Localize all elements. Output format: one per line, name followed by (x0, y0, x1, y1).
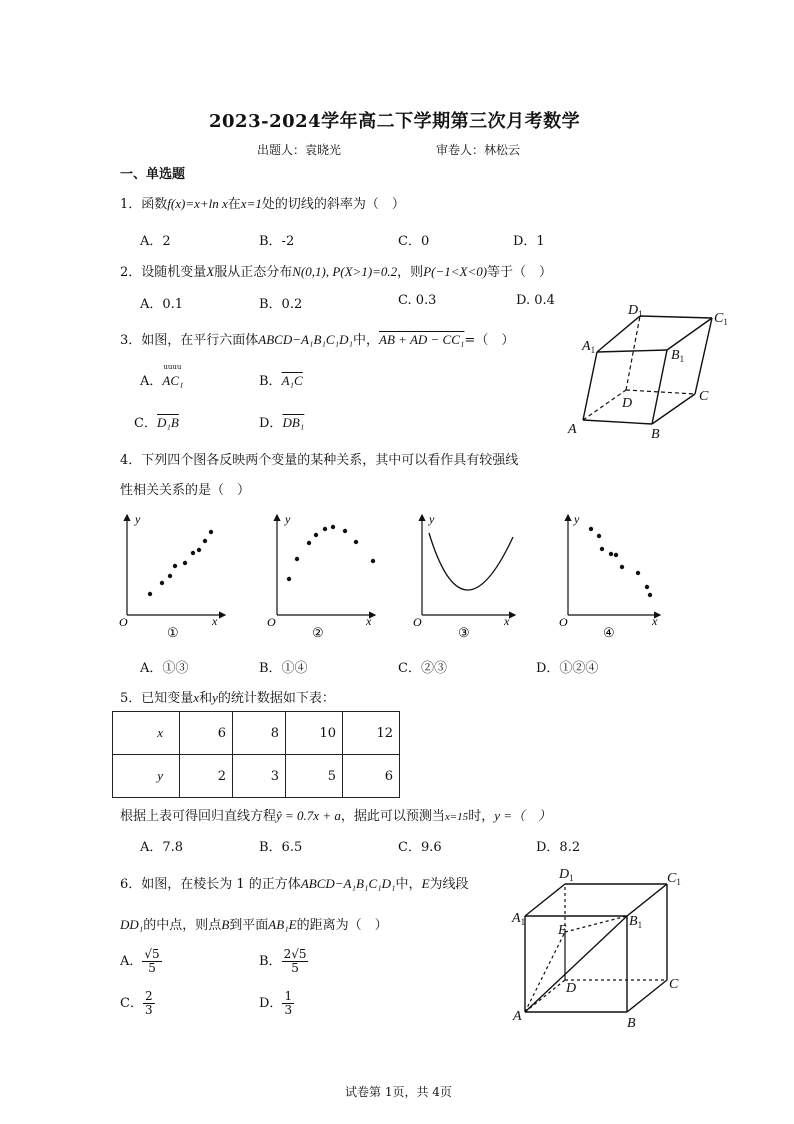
q3-option-d[interactable] (259, 412, 304, 431)
cube-label-C: C (669, 977, 679, 992)
q5-option-a[interactable]: A．7.8 (140, 840, 184, 855)
q6-point-e: E (421, 876, 430, 891)
q3-option-b-vector: A₁C (281, 373, 303, 388)
q4-stem-line1: 4．下列四个图各反映两个变量的某种关系，其中可以看作具有较强线 (120, 453, 519, 468)
q6-plane: AB₁E (268, 917, 297, 932)
graph-1 (119, 512, 225, 640)
q5-data-table (112, 711, 400, 798)
question-1 (120, 193, 405, 212)
q6-stem-c: 为线段 (429, 877, 469, 892)
cube-label-C1: $C_1$ (667, 871, 681, 887)
q6-point-b: B (221, 917, 230, 932)
cube-label-E: E (558, 923, 567, 938)
q6-solid: ABCD−A₁B₁C₁D₁ (300, 876, 396, 891)
q3-option-d-label: D． (259, 416, 283, 431)
table-row-y (113, 755, 400, 798)
q3-option-a-vector: AC₁ (162, 373, 184, 388)
q4-option-b[interactable]: B．①④ (259, 661, 308, 676)
graph-4 (559, 512, 660, 640)
q3-option-a-label: A． (140, 374, 163, 389)
q2-option-b[interactable]: B．0.2 (259, 297, 303, 312)
q5-option-d[interactable]: D．8.2 (536, 840, 581, 855)
q3-stem-a: 3．如图，在平行六面体 (120, 333, 259, 348)
q4-option-a[interactable]: A．①③ (140, 661, 189, 676)
label-C: C (699, 389, 709, 404)
q1-option-c[interactable]: C．0 (398, 234, 430, 249)
cube-label-B1: $B_1$ (629, 914, 643, 930)
q5-ask: y =（ ） (494, 808, 551, 823)
q5-equation: ŷ = 0.7x + a (276, 808, 341, 823)
q6-option-b-label: B． (259, 954, 282, 970)
q1-stem-a: 1．函数 (120, 197, 168, 212)
graph-4-x-label: x (652, 614, 658, 628)
table-cell: 10 (286, 712, 343, 755)
q5-var-x: x (193, 690, 200, 705)
graph-3-origin: O (413, 615, 422, 629)
table-head-y: y (113, 755, 180, 798)
q3-option-c[interactable] (134, 412, 179, 431)
question-3 (120, 329, 514, 348)
cube-figure (505, 860, 695, 1035)
q1-function: f(x)=x+ln x (167, 196, 228, 211)
q6-stem-a: 6．如图，在棱长为 1 的正方体 (120, 877, 301, 892)
q5-line-b: ，据此可以预测当 (340, 809, 445, 824)
q3-option-c-label: C． (134, 416, 157, 431)
parallelepiped-figure (560, 296, 740, 446)
q6-option-b-fraction (282, 948, 309, 975)
table-cell: 5 (286, 755, 343, 798)
graph-2-origin: O (267, 615, 276, 629)
q6-option-d-label: D． (259, 996, 283, 1012)
q6-option-d-fraction (282, 990, 294, 1017)
graph-2 (267, 512, 375, 640)
graph-2-y-label: y (285, 512, 291, 526)
label-D: D (622, 396, 633, 411)
q2-option-a[interactable]: A．0.1 (140, 297, 184, 312)
cube-label-D: D (566, 981, 577, 996)
fraction-numerator: 1 (284, 989, 293, 1003)
q6-stem-b: 中， (395, 877, 422, 892)
section-heading: 一、单选题 (120, 167, 186, 182)
q3-option-d-vector: DB₁ (282, 415, 305, 430)
reviewer-line: 审卷人：林松云 (436, 143, 521, 157)
page-title: 2023-2024学年高二下学期第三次月考数学 (209, 111, 581, 132)
graph-4-origin: O (559, 615, 568, 629)
q2-stem-b: 服从正态分布 (214, 265, 293, 280)
graph-1-y-label: y (135, 512, 141, 526)
fraction-denominator: 5 (291, 961, 299, 976)
graph-1-label: ① (167, 625, 179, 640)
table-head-x: x (113, 712, 180, 755)
q3-solid: ABCD−A₁B₁C₁D₁ (258, 332, 354, 347)
label-C1: $C_1$ (714, 311, 728, 327)
q6-option-c[interactable] (120, 990, 155, 1017)
label-B1: $B_1$ (671, 348, 685, 364)
graph-3-x-label: x (504, 614, 510, 628)
label-B: B (651, 427, 660, 442)
graph-2-x-label: x (366, 614, 372, 628)
question-2 (120, 261, 552, 280)
q2-stem-d: 等于（ ） (487, 265, 553, 280)
q6-option-c-fraction (143, 990, 155, 1017)
q2-option-d[interactable]: D. 0.4 (516, 293, 555, 308)
q1-stem-c: 处的切线的斜率为（ ） (261, 197, 405, 212)
q1-option-d[interactable]: D．1 (513, 234, 545, 249)
table-cell: 12 (343, 712, 400, 755)
q3-expression: AB + AD − CC₁ (379, 332, 465, 347)
q3-option-a-mark: uuuu (163, 363, 182, 371)
fraction-numerator: √5 (144, 947, 160, 961)
q2-dist: N(0,1), P(X>1)=0.2 (292, 264, 398, 279)
q5-line-c: 时， (468, 809, 495, 824)
q6-option-d[interactable] (259, 990, 294, 1017)
q4-graphs (115, 505, 675, 645)
label-A1: $A_1$ (582, 339, 596, 355)
q3-option-a[interactable] (140, 363, 184, 389)
q3-option-b[interactable] (259, 370, 303, 389)
q2-option-c[interactable]: C. 0.3 (398, 293, 437, 308)
graph-3-y-label: y (429, 512, 435, 526)
q5-regression-line (120, 805, 551, 824)
q1-option-b[interactable]: B．-2 (259, 234, 295, 249)
q6-stem-d: 的中点，则点 (143, 918, 222, 933)
table-row-x (113, 712, 400, 755)
graph-1-origin: O (119, 615, 128, 629)
author-line: 出题人：袁晓光 (257, 143, 342, 157)
fraction-denominator: 5 (148, 961, 156, 976)
cube-label-A1: $A_1$ (512, 911, 526, 927)
q1-stem-b: 在 (227, 197, 241, 212)
q6-option-a-label: A． (120, 954, 143, 970)
table-cell: 6 (343, 755, 400, 798)
q6-stem-f: 的距离为（ ） (296, 918, 388, 933)
q2-stem-c: ，则 (397, 265, 424, 280)
q3-option-b-label: B． (259, 374, 282, 389)
q6-segment: DD₁ (120, 917, 144, 932)
q5-option-c[interactable]: C．9.6 (398, 840, 442, 855)
q5-cond: x=15 (444, 811, 469, 823)
q6-option-b[interactable] (259, 948, 308, 975)
q4-option-d[interactable]: D．①②④ (536, 661, 599, 676)
q5-stem: 5．已知变量 (120, 691, 194, 706)
cube-label-D1: $D_1$ (559, 867, 574, 883)
graph-4-y-label: y (574, 512, 580, 526)
graph-3 (413, 512, 515, 640)
fraction-denominator: 3 (144, 1003, 153, 1018)
q5-stem-end: 的统计数据如下表： (217, 691, 335, 706)
page-footer: 试卷第 1页，共 4页 (345, 1085, 452, 1099)
q6-stem-e: 到平面 (229, 918, 269, 933)
q5-and: 和 (199, 691, 213, 706)
q1-condition: x=1 (240, 196, 262, 211)
table-cell: 6 (180, 712, 233, 755)
graph-3-label: ③ (458, 625, 470, 640)
table-cell: 2 (180, 755, 233, 798)
q3-stem-b: 中， (353, 333, 380, 348)
cube-label-A: A (513, 1009, 522, 1024)
cube-label-B: B (627, 1016, 636, 1031)
label-D1: $D_1$ (628, 303, 643, 319)
q4-option-c[interactable]: C．②③ (398, 661, 447, 676)
q2-stem-a: 2．设随机变量 (120, 265, 207, 280)
fraction-numerator: 2√5 (283, 947, 307, 961)
fraction-numerator: 2 (144, 989, 153, 1003)
fraction-denominator: 3 (284, 1003, 293, 1018)
question-6-line2 (120, 914, 388, 933)
table-cell: 3 (233, 755, 286, 798)
q3-option-c-vector: D₁B (156, 415, 179, 430)
question-6-line1 (120, 873, 469, 892)
table-cell: 8 (233, 712, 286, 755)
question-5 (120, 687, 335, 706)
q4-stem-line2: 性相关关系的是（ ） (120, 483, 251, 498)
graph-1-x-label: x (212, 614, 218, 628)
label-A: A (568, 422, 577, 437)
q3-stem-c: =（ ） (464, 333, 515, 348)
graph-4-label: ④ (603, 625, 615, 640)
q6-option-a-fraction (142, 948, 161, 975)
q5-option-b[interactable]: B．6.5 (259, 840, 303, 855)
q5-var-y: y (212, 690, 218, 705)
graph-2-label: ② (312, 625, 324, 640)
q1-option-a[interactable]: A．2 (140, 234, 171, 249)
q2-prob: P(−1<X<0) (423, 264, 488, 279)
q2-var: X (206, 264, 215, 279)
q6-option-a[interactable] (120, 948, 162, 975)
q6-option-c-label: C． (120, 996, 143, 1012)
q5-line-a: 根据上表可得回归直线方程 (120, 809, 277, 824)
